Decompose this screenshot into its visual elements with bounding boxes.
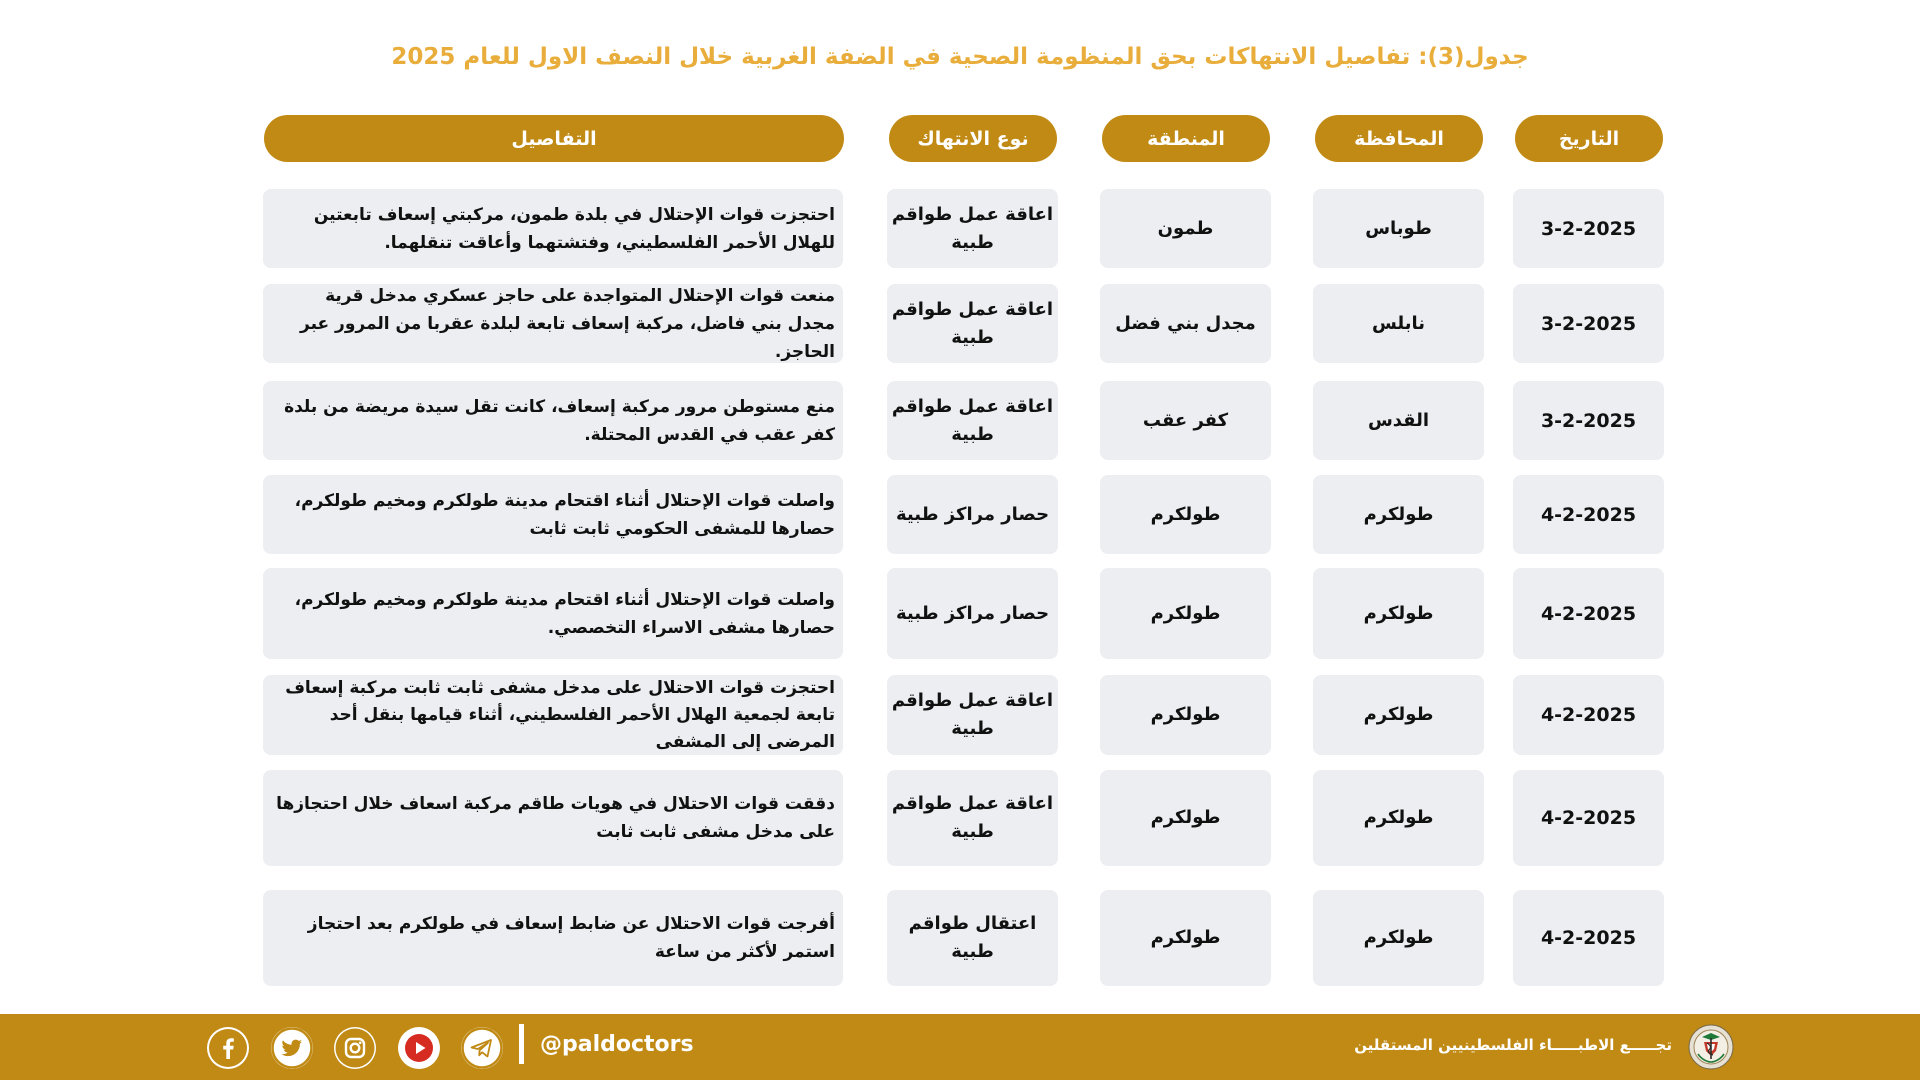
cell-details: منعت قوات الإحتلال المتواجدة على حاجز عسكري مدخل قرية مجدل بني فاضل، مركبة إسعاف تابعة لبلدة عقربا من المرور عبر الحاجز. bbox=[263, 284, 843, 363]
cell-violation-type: اعاقة عمل طواقم طبية bbox=[887, 189, 1058, 268]
cell-details: احتجزت قوات الاحتلال على مدخل مشفى ثابت ثابت مركبة إسعاف تابعة لجمعية الهلال الأحمر الفلسطيني، أثناء قيامها بنقل أحد المرضى إلى المشفى bbox=[263, 675, 843, 755]
cell-violation-type: حصار مراكز طبية bbox=[887, 568, 1058, 659]
cell-area: طمون bbox=[1100, 189, 1271, 268]
social-handle[interactable]: @paldoctors bbox=[540, 1032, 694, 1057]
cell-details: منع مستوطن مرور مركبة إسعاف، كانت تقل سيدة مريضة من بلدة كفر عقب في القدس المحتلة. bbox=[263, 381, 843, 460]
footer-bar bbox=[0, 1014, 1920, 1080]
cell-date: 4-2-2025 bbox=[1513, 475, 1664, 554]
header-date: التاريخ bbox=[1515, 115, 1663, 162]
cell-details: أفرجت قوات الاحتلال عن ضابط إسعاف في طولكرم بعد احتجاز استمر لأكثر من ساعة bbox=[263, 890, 843, 986]
cell-governorate: طولكرم bbox=[1313, 675, 1484, 755]
header-area: المنطقة bbox=[1102, 115, 1270, 162]
cell-governorate: طولكرم bbox=[1313, 475, 1484, 554]
cell-governorate: طولكرم bbox=[1313, 568, 1484, 659]
twitter-icon[interactable] bbox=[271, 1027, 313, 1069]
cell-date: 3-2-2025 bbox=[1513, 381, 1664, 460]
cell-date: 4-2-2025 bbox=[1513, 890, 1664, 986]
cell-details: واصلت قوات الإحتلال أثناء اقتحام مدينة طولكرم ومخيم طولكرم، حصارها للمشفى الحكومي ثابت ثابت bbox=[263, 475, 843, 554]
cell-governorate: نابلس bbox=[1313, 284, 1484, 363]
cell-governorate: طولكرم bbox=[1313, 770, 1484, 866]
cell-date: 3-2-2025 bbox=[1513, 284, 1664, 363]
cell-details: احتجزت قوات الإحتلال في بلدة طمون، مركبتي إسعاف تابعتين للهلال الأحمر الفلسطيني، وفتشتهما وأعاقت تنقلهما. bbox=[263, 189, 843, 268]
cell-violation-type: اعتقال طواقم طبية bbox=[887, 890, 1058, 986]
cell-area: طولكرم bbox=[1100, 675, 1271, 755]
cell-violation-type: اعاقة عمل طواقم طبية bbox=[887, 770, 1058, 866]
header-details: التفاصيل bbox=[264, 115, 844, 162]
organization-name: تجـــــع الاطبـــــاء الفلسطينيين المستقلين bbox=[1354, 1036, 1672, 1054]
cell-date: 4-2-2025 bbox=[1513, 568, 1664, 659]
cell-date: 3-2-2025 bbox=[1513, 189, 1664, 268]
header-violation-type: نوع الانتهاك bbox=[889, 115, 1057, 162]
cell-area: مجدل بني فضل bbox=[1100, 284, 1271, 363]
cell-governorate: طولكرم bbox=[1313, 890, 1484, 986]
cell-violation-type: اعاقة عمل طواقم طبية bbox=[887, 381, 1058, 460]
youtube-icon[interactable] bbox=[398, 1027, 440, 1069]
cell-details: واصلت قوات الإحتلال أثناء اقتحام مدينة طولكرم ومخيم طولكرم، حصارها مشفى الاسراء التخصصي. bbox=[263, 568, 843, 659]
cell-area: كفر عقب bbox=[1100, 381, 1271, 460]
organization-logo bbox=[1688, 1024, 1734, 1070]
cell-violation-type: اعاقة عمل طواقم طبية bbox=[887, 284, 1058, 363]
cell-governorate: طوباس bbox=[1313, 189, 1484, 268]
cell-date: 4-2-2025 bbox=[1513, 675, 1664, 755]
cell-date: 4-2-2025 bbox=[1513, 770, 1664, 866]
cell-area: طولكرم bbox=[1100, 890, 1271, 986]
cell-violation-type: حصار مراكز طبية bbox=[887, 475, 1058, 554]
facebook-icon[interactable] bbox=[207, 1027, 249, 1069]
telegram-icon[interactable] bbox=[461, 1027, 503, 1069]
cell-area: طولكرم bbox=[1100, 475, 1271, 554]
cell-details: دققت قوات الاحتلال في هويات طاقم مركبة اسعاف خلال احتجازها على مدخل مشفى ثابت ثابت bbox=[263, 770, 843, 866]
cell-governorate: القدس bbox=[1313, 381, 1484, 460]
cell-area: طولكرم bbox=[1100, 770, 1271, 866]
header-governorate: المحافظة bbox=[1315, 115, 1483, 162]
footer-divider bbox=[519, 1024, 524, 1064]
instagram-icon[interactable] bbox=[334, 1027, 376, 1069]
cell-area: طولكرم bbox=[1100, 568, 1271, 659]
cell-violation-type: اعاقة عمل طواقم طبية bbox=[887, 675, 1058, 755]
table-title: جدول(3): تفاصيل الانتهاكات بحق المنظومة الصحية في الضفة الغربية خلال النصف الاول للعام 2025 bbox=[391, 44, 1529, 70]
